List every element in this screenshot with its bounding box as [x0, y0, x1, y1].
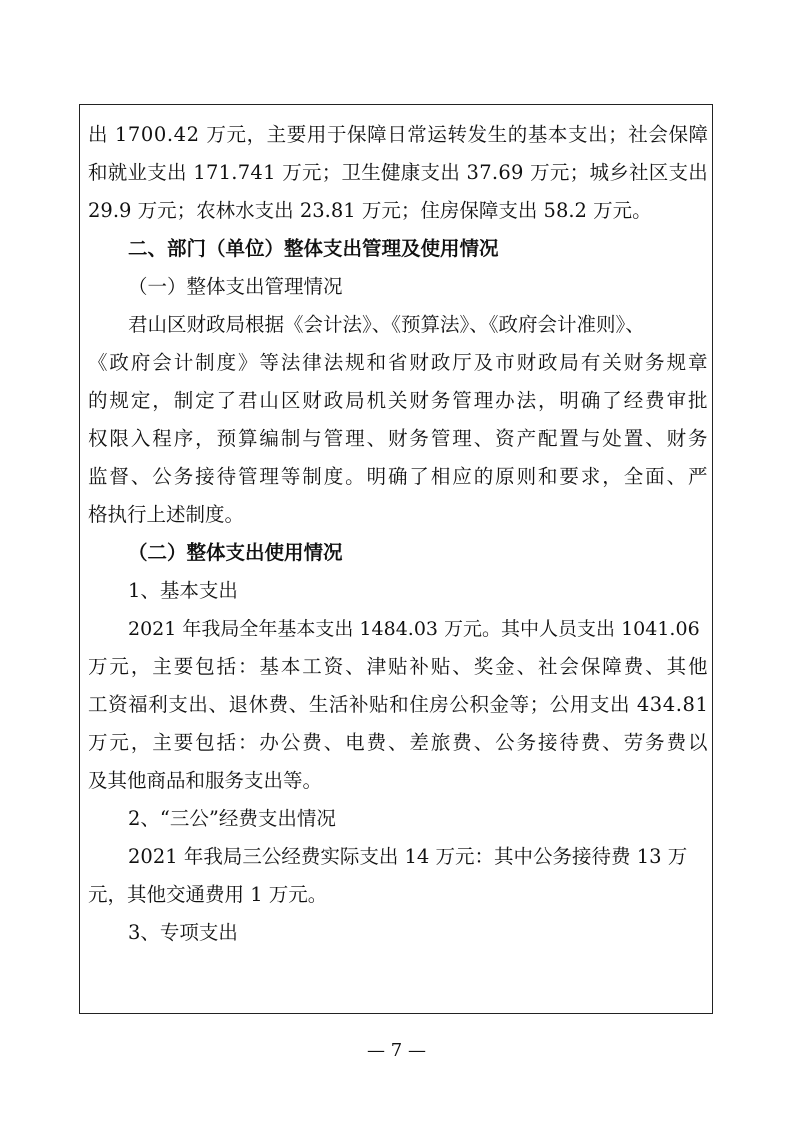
item-heading: 3、专项支出 [128, 921, 238, 944]
text-line: 和就业支出 171.741 万元；卫生健康支出 37.69 万元；城乡社区支出 [88, 161, 709, 184]
text-line: 《政府会计制度》等法律法规和省财政厅及市财政局有关财务规章 [88, 351, 710, 374]
text-line: 29.9 万元；农林水支出 23.81 万元；住房保障支出 58.2 万元。 [88, 199, 652, 222]
subsection-heading-bold: （二）整体支出使用情况 [128, 541, 343, 564]
text-line: 工资福利支出、退休费、生活补贴和住房公积金等；公用支出 434.81 [88, 693, 709, 716]
text-line: 万元，主要包括：基本工资、津贴补贴、奖金、社会保障费、其他 [88, 655, 710, 678]
text-line: 格执行上述制度。 [88, 503, 245, 526]
text-line: 的规定，制定了君山区财政局机关财务管理办法，明确了经费审批 [88, 389, 710, 412]
item-heading: 2、“三公”经费支出情况 [128, 807, 336, 830]
text-line: 2021 年我局三公经费实际支出 14 万元：其中公务接待费 13 万 [128, 845, 688, 868]
text-line: 监督、公务接待管理等制度。明确了相应的原则和要求，全面、严 [88, 465, 710, 488]
text-line: 万元，主要包括：办公费、电费、差旅费、公务接待费、劳务费以 [88, 731, 710, 754]
text-line: 出 1700.42 万元，主要用于保障日常运转发生的基本支出；社会保障 [88, 123, 709, 146]
text-line: 权限入程序，预算编制与管理、财务管理、资产配置与处置、财务 [88, 427, 710, 450]
text-line: 君山区财政局根据《会计法》、《预算法》、《政府会计准则》、 [128, 313, 645, 336]
text-line: 元，其他交通费用 1 万元。 [88, 883, 328, 906]
section-heading: 二、部门（单位）整体支出管理及使用情况 [128, 237, 499, 260]
subsection-heading: （一）整体支出管理情况 [128, 275, 343, 298]
item-heading: 1、基本支出 [128, 579, 238, 602]
text-line: 及其他商品和服务支出等。 [88, 769, 323, 792]
text-line: 2021 年我局全年基本支出 1484.03 万元。其中人员支出 1041.06 [128, 618, 700, 640]
page-number: — 7 — [367, 1040, 426, 1061]
document-body [88, 116, 708, 952]
